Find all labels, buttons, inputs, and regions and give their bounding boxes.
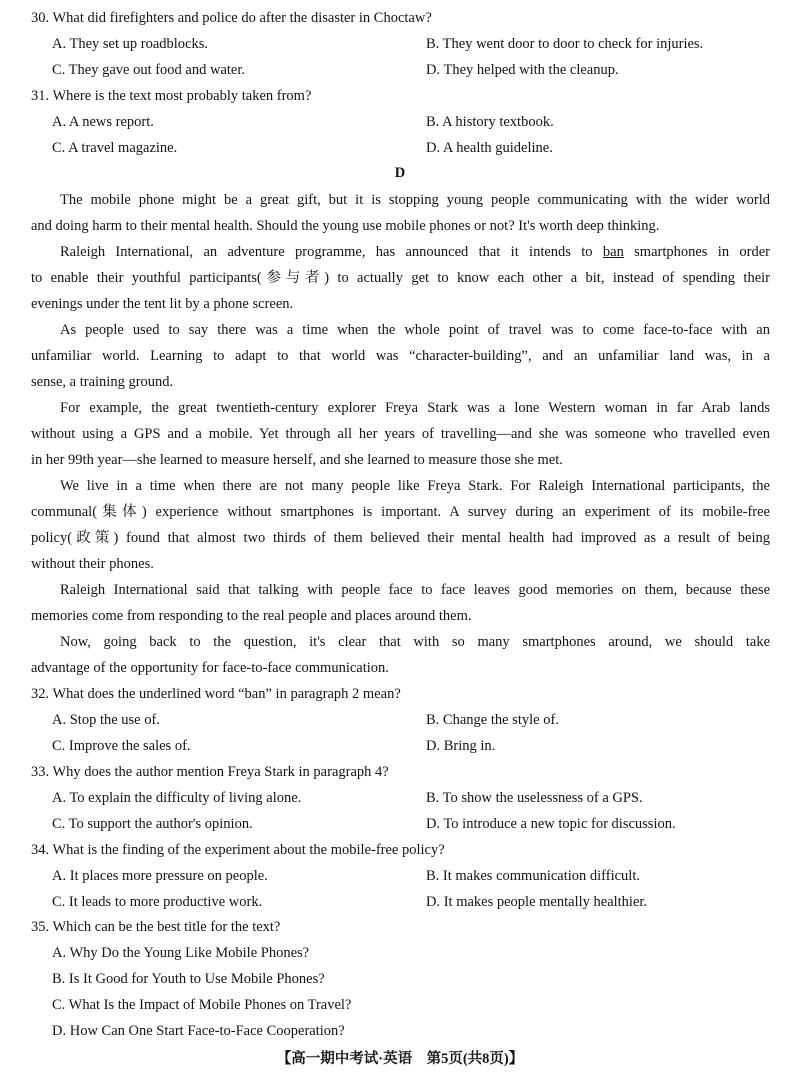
question-35-option-a: A. Why Do the Young Like Mobile Phones?	[52, 945, 310, 961]
passage-p2-text-before: Raleigh International, an adventure programme, has announced that it intends to	[60, 244, 603, 260]
passage-p6-line1: Raleigh International said that talking with people face to face leaves good memories on them, because these	[60, 582, 770, 598]
passage-p4-line2: without using a GPS and a mobile. Yet through all her years of travelling—and she was someone who travelled even	[31, 426, 770, 442]
question-32-option-d: D. Bring in.	[426, 738, 496, 754]
question-35-option-d: D. How Can One Start Face-to-Face Cooperation?	[52, 1023, 345, 1039]
question-33-stem: 33. Why does the author mention Freya Stark in paragraph 4?	[31, 764, 389, 780]
question-33-option-a: A. To explain the difficulty of living alone.	[52, 790, 302, 806]
passage-p3-line2: unfamiliar world. Learning to adapt to that world was “character-building”, and an unfamiliar land was, in a	[31, 348, 770, 364]
question-34-stem: 34. What is the finding of the experiment about the mobile-free policy?	[31, 842, 445, 858]
question-32-stem: 32. What does the underlined word “ban” in paragraph 2 mean?	[31, 686, 401, 702]
question-31-option-c: C. A travel magazine.	[52, 140, 178, 156]
passage-p4-line1: For example, the great twentieth-century explorer Freya Stark was a lone Western woman in far Arab lands	[60, 400, 770, 416]
question-30-option-b: B. They went door to door to check for injuries.	[426, 36, 704, 52]
question-31-stem: 31. Where is the text most probably taken from?	[31, 88, 312, 104]
question-34-option-d: D. It makes people mentally healthier.	[426, 894, 648, 910]
passage-p6-line2: memories come from responding to the real people and places around them.	[31, 608, 472, 624]
question-34-option-b: B. It makes communication difficult.	[426, 868, 640, 884]
question-35-option-c: C. What Is the Impact of Mobile Phones on Travel?	[52, 997, 352, 1013]
page-footer: 【高一期中考试·英语 第5页(共8页)】	[276, 1051, 524, 1067]
question-30-option-d: D. They helped with the cleanup.	[426, 62, 619, 78]
passage-p3-line3: sense, a training ground.	[31, 374, 174, 390]
passage-p7-line2: advantage of the opportunity for face-to-face communication.	[31, 660, 389, 676]
question-35-option-b: B. Is It Good for Youth to Use Mobile Phones?	[52, 971, 325, 987]
question-32-option-c: C. Improve the sales of.	[52, 738, 191, 754]
question-34-option-a: A. It places more pressure on people.	[52, 868, 268, 884]
question-30-stem: 30. What did firefighters and police do after the disaster in Choctaw?	[31, 10, 432, 26]
question-35-stem: 35. Which can be the best title for the text?	[31, 919, 281, 935]
question-31-option-d: D. A health guideline.	[426, 140, 553, 156]
passage-p5-line1: We live in a time when there are not many people like Freya Stark. For Raleigh International participants, the	[60, 478, 770, 494]
passage-p3-line1: As people used to say there was a time when the whole point of travel was to come face-to-face with an	[60, 322, 770, 338]
passage-p4-line3: in her 99th year—she learned to measure herself, and she learned to measure those she met.	[31, 452, 563, 468]
question-33-option-c: C. To support the author's opinion.	[52, 816, 253, 832]
question-31-option-b: B. A history textbook.	[426, 114, 554, 130]
passage-p5-line2: communal(集体) experience without smartphones is important. A survey during an experiment of its mobile-free	[31, 504, 770, 520]
passage-p1-line2: and doing harm to their mental health. Should the young use mobile phones or not? It's worth deep thinking.	[31, 218, 660, 234]
question-33-option-b: B. To show the uselessness of a GPS.	[426, 790, 643, 806]
passage-p2-line2: to enable their youthful participants(参与者) to actually get to know each other a bit, instead of spending their	[31, 270, 770, 286]
passage-p1-line1: The mobile phone might be a great gift, but it is stopping young people communicating with the wider world	[60, 192, 770, 208]
passage-p5-line3: policy(政策) found that almost two thirds of them believed their mental health had improved as a result of being	[31, 530, 770, 546]
question-34-option-c: C. It leads to more productive work.	[52, 894, 263, 910]
question-33-option-d: D. To introduce a new topic for discussion.	[426, 816, 676, 832]
passage-p7-line1: Now, going back to the question, it's clear that with so many smartphones around, we should take	[60, 634, 770, 650]
question-30-option-c: C. They gave out food and water.	[52, 62, 246, 78]
passage-p2-line1	[60, 242, 770, 262]
question-30-option-a: A. They set up roadblocks.	[52, 36, 208, 52]
passage-p2-text-after: smartphones in order	[623, 244, 770, 260]
passage-p2-line3: evenings under the tent lit by a phone screen.	[31, 296, 294, 312]
question-32-option-a: A. Stop the use of.	[52, 712, 160, 728]
question-31-option-a: A. A news report.	[52, 114, 154, 130]
section-heading: D	[394, 165, 406, 181]
underlined-word-ban: ban	[602, 244, 624, 260]
question-32-option-b: B. Change the style of.	[426, 712, 559, 728]
passage-p5-line4: without their phones.	[31, 556, 154, 572]
